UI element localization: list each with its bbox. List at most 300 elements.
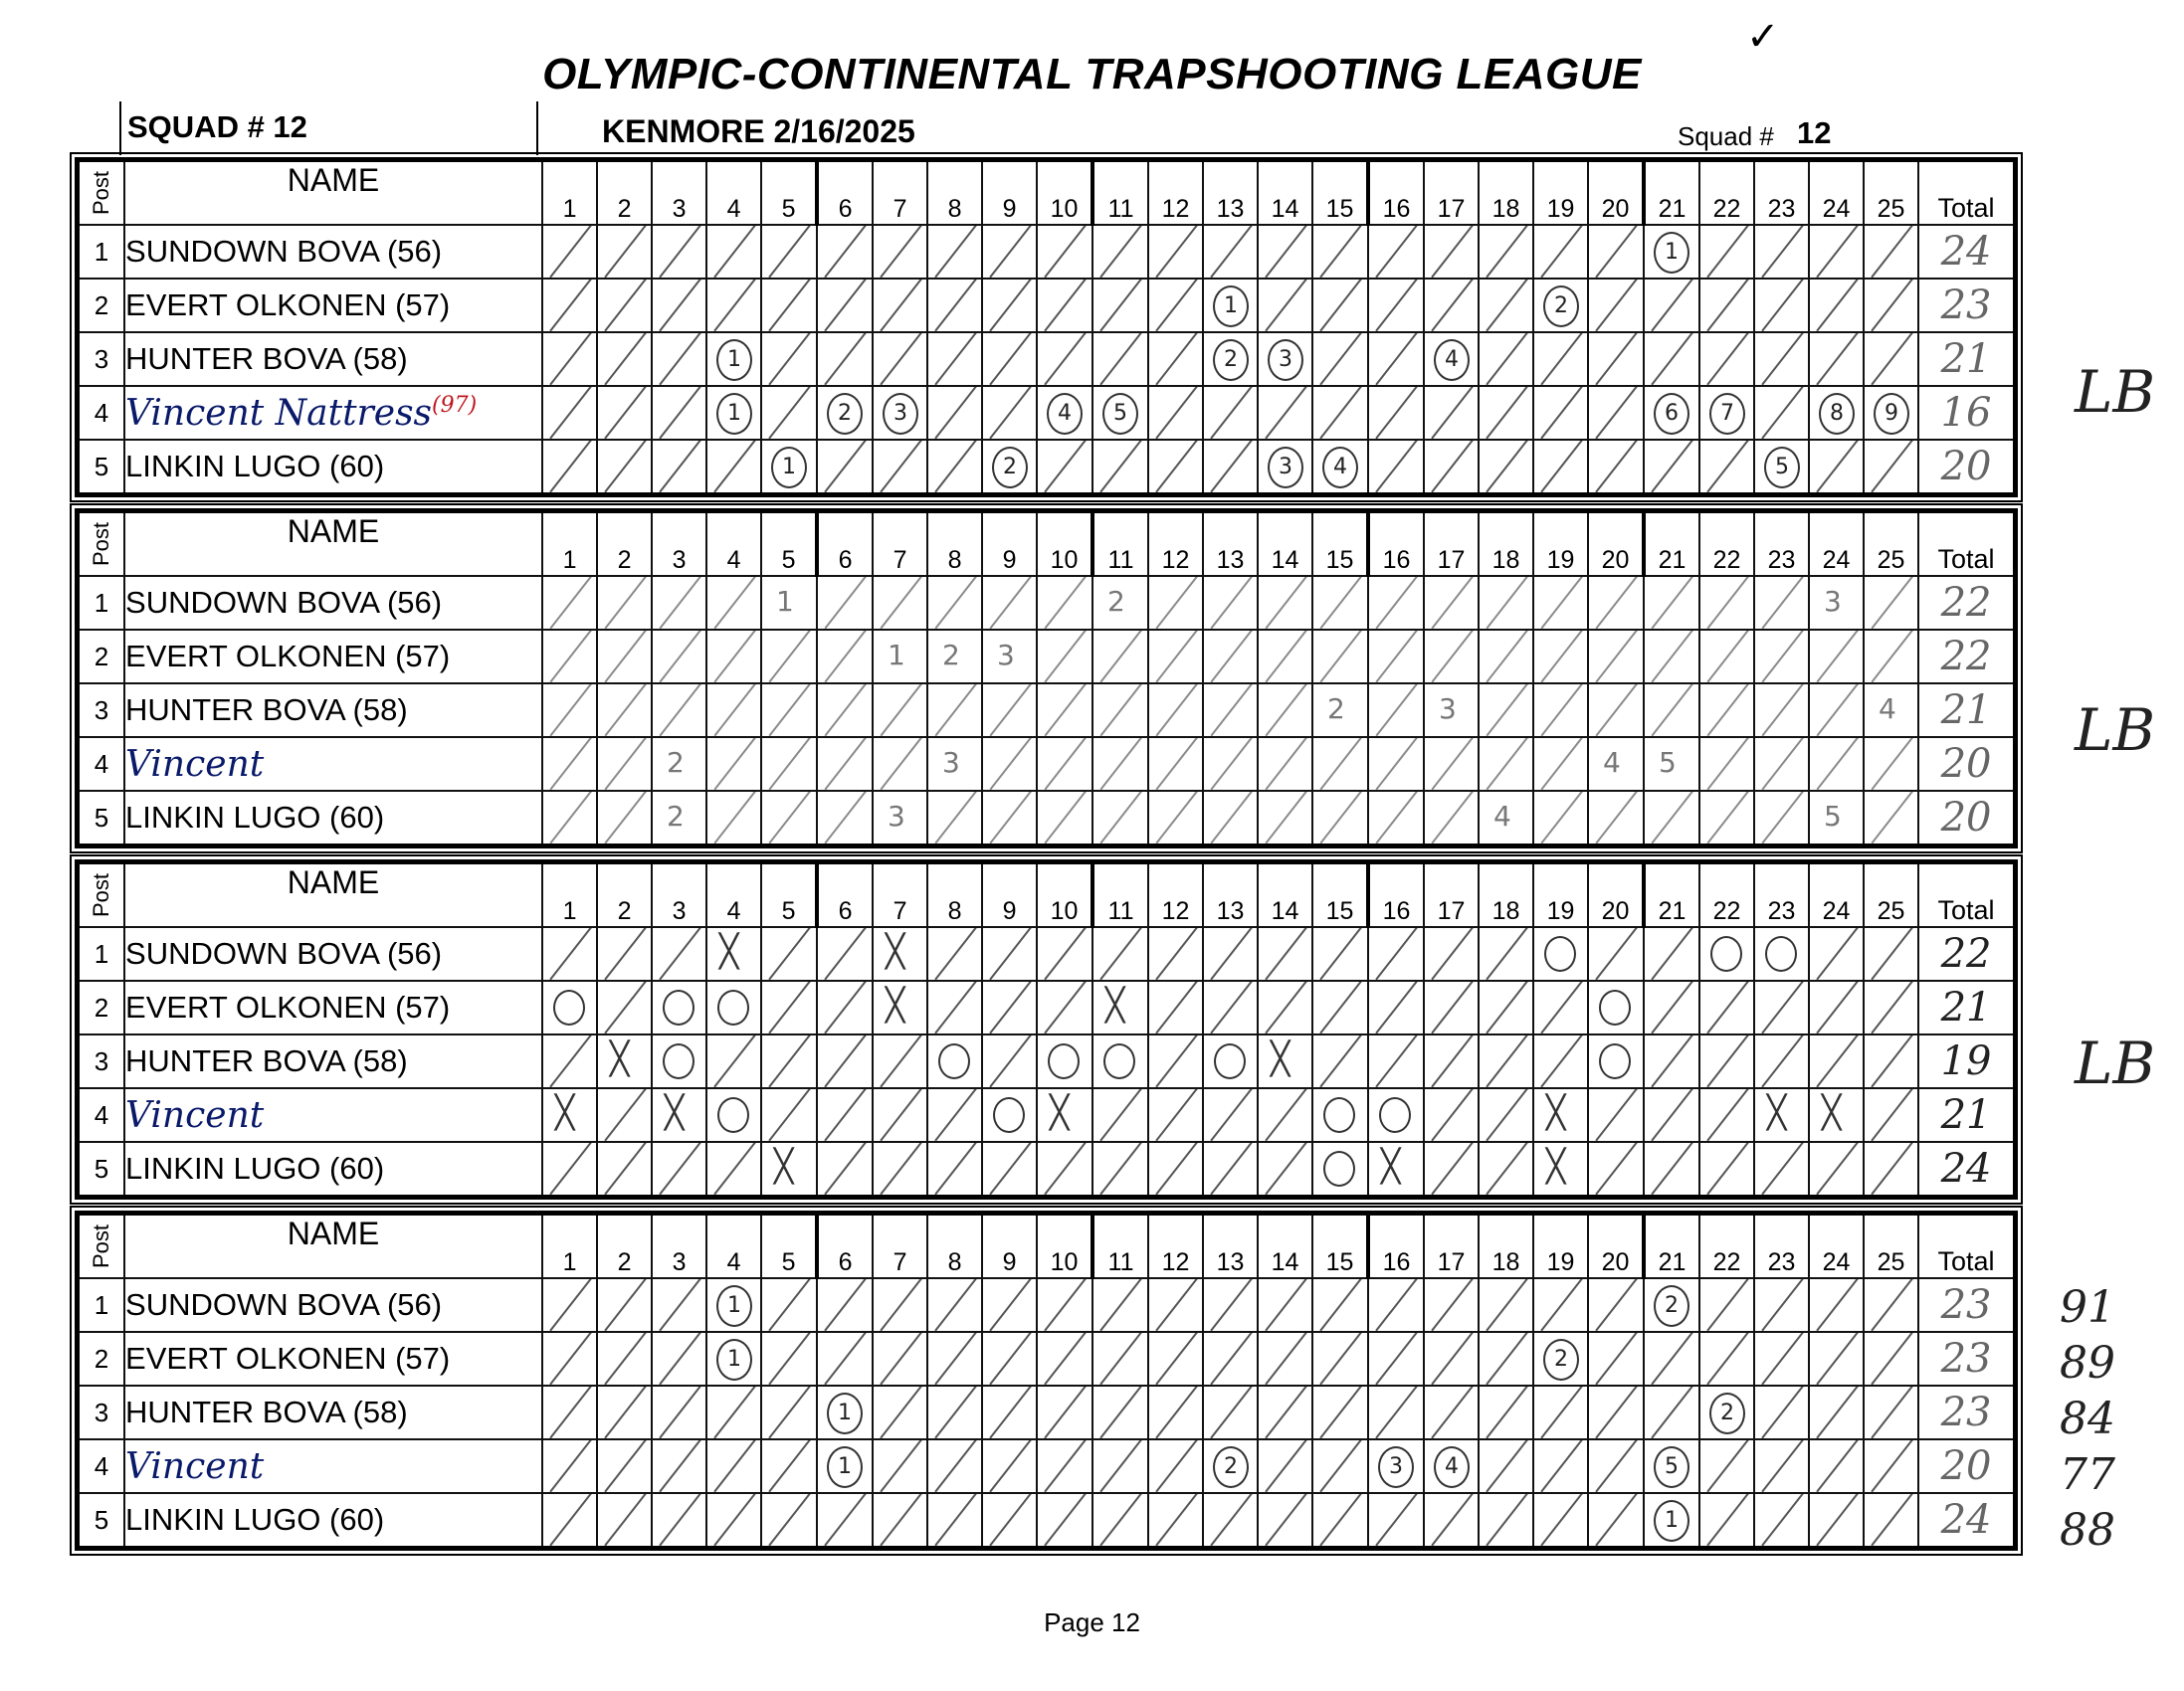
target-cell <box>1754 1386 1809 1439</box>
target-cell <box>1424 576 1479 630</box>
hit-slash <box>550 576 593 629</box>
zero-marker <box>553 990 585 1026</box>
column-header: 14 <box>1258 862 1312 928</box>
hit-slash <box>934 225 977 278</box>
shooter-name: HUNTER BOVA (58) <box>124 1386 542 1439</box>
hit-slash <box>1761 1439 1804 1492</box>
table-row <box>78 1088 2016 1142</box>
hit-slash <box>1099 1332 1142 1385</box>
target-cell <box>1809 1439 1864 1493</box>
hit-slash <box>768 1493 811 1546</box>
check-mark-icon: ✓ <box>1746 14 1780 60</box>
target-cell <box>873 1278 927 1332</box>
hit-slash <box>714 737 757 790</box>
target-cell <box>1258 440 1312 495</box>
hit-slash <box>881 737 923 790</box>
target-cell <box>1809 683 1864 737</box>
target-cell <box>1864 1386 1918 1439</box>
hit-slash <box>1432 576 1475 629</box>
target-cell <box>927 1493 982 1549</box>
target-cell <box>873 1386 927 1439</box>
target-cell <box>1037 440 1092 495</box>
hit-slash <box>824 1034 867 1087</box>
miss-count-mark: 3 <box>1824 585 1842 618</box>
column-header: 20 <box>1588 862 1644 928</box>
row-total: 20 <box>1918 737 2016 791</box>
hit-slash <box>1652 791 1694 844</box>
table-row <box>78 332 2016 386</box>
hit-slash <box>825 737 868 790</box>
target-cell <box>1037 279 1092 332</box>
target-cell <box>761 1439 817 1493</box>
shooter-name: HUNTER BOVA (58) <box>124 332 542 386</box>
hit-slash <box>1210 440 1253 492</box>
hit-slash <box>934 981 977 1033</box>
hit-slash <box>605 737 648 790</box>
hit-slash <box>1486 1493 1528 1546</box>
target-cell <box>1424 440 1479 495</box>
hit-slash <box>880 1332 922 1385</box>
target-cell <box>1754 1439 1809 1493</box>
target-cell <box>1479 981 1533 1034</box>
hit-slash <box>1375 927 1418 980</box>
target-cell <box>1699 1142 1754 1198</box>
target-cell <box>1754 332 1809 386</box>
target-cell <box>1699 1332 1754 1386</box>
hit-slash <box>1541 683 1584 736</box>
target-cell <box>1699 737 1754 791</box>
target-cell <box>1203 1386 1258 1439</box>
hit-slash <box>1375 1278 1418 1331</box>
hit-slash <box>1265 1278 1307 1331</box>
target-cell <box>597 440 652 495</box>
post-number: 3 <box>78 1386 125 1439</box>
hit-slash <box>604 332 647 385</box>
hit-slash <box>1155 927 1198 980</box>
hit-slash <box>1375 440 1418 492</box>
hit-slash <box>660 683 702 736</box>
column-header: 8 <box>927 511 982 577</box>
hit-slash <box>1871 332 1913 385</box>
hit-slash <box>1210 1088 1253 1141</box>
target-cell <box>652 981 706 1034</box>
hit-slash <box>1761 1386 1804 1438</box>
hit-slash <box>714 630 757 682</box>
target-cell <box>542 1332 597 1386</box>
hit-slash <box>1816 225 1859 278</box>
hit-slash <box>1210 1386 1253 1438</box>
miss-count-mark: 4 <box>1603 746 1621 779</box>
hit-slash <box>550 630 593 682</box>
hit-slash <box>714 791 757 844</box>
hit-slash <box>1320 737 1363 790</box>
target-cell <box>706 1386 761 1439</box>
hit-slash <box>880 1386 922 1438</box>
shooter-name: SUNDOWN BOVA (56) <box>124 576 542 630</box>
target-cell <box>597 1278 652 1332</box>
target-cell <box>1533 927 1588 981</box>
target-cell <box>817 1142 873 1198</box>
hit-slash <box>1266 791 1308 844</box>
hit-slash <box>1871 981 1913 1033</box>
hit-slash <box>1045 683 1088 736</box>
hit-slash <box>1431 440 1474 492</box>
target-cell <box>1312 737 1368 791</box>
column-header: 17 <box>1424 160 1479 226</box>
column-header: 4 <box>706 1214 761 1279</box>
hit-slash <box>1817 683 1860 736</box>
target-cell <box>1148 1386 1203 1439</box>
hit-slash <box>769 737 812 790</box>
target-cell <box>1312 791 1368 846</box>
miss-marker: 1 <box>827 1393 863 1434</box>
target-cell <box>1203 1493 1258 1549</box>
target-cell <box>1258 791 1312 846</box>
hit-slash <box>989 1439 1032 1492</box>
hit-slash <box>659 279 701 331</box>
target-cell <box>1809 1278 1864 1332</box>
hit-slash <box>604 279 647 331</box>
miss-marker: 2 <box>1213 339 1249 381</box>
target-cell <box>1424 630 1479 683</box>
column-header: 8 <box>927 160 982 226</box>
target-cell <box>1644 279 1699 332</box>
column-header: 8 <box>927 1214 982 1279</box>
hit-slash <box>713 440 756 492</box>
target-cell <box>1754 927 1809 981</box>
target-cell <box>652 576 706 630</box>
hit-slash <box>1375 981 1418 1033</box>
hit-slash <box>1375 1493 1418 1546</box>
hit-slash <box>1652 630 1694 682</box>
target-cell <box>1479 1493 1533 1549</box>
target-cell <box>1479 1034 1533 1088</box>
hit-slash <box>1155 1088 1198 1141</box>
miss-marker: 1 <box>1213 285 1249 327</box>
target-cell <box>1479 225 1533 279</box>
target-cell <box>1203 683 1258 737</box>
shooter-name: Vincent Nattress$^{(97)}$ <box>124 386 542 440</box>
target-cell <box>1644 981 1699 1034</box>
target-cell <box>1312 1439 1368 1493</box>
target-cell <box>542 1142 597 1198</box>
target-cell <box>927 1142 982 1198</box>
target-cell <box>1479 1088 1533 1142</box>
column-header: 2 <box>597 1214 652 1279</box>
target-cell <box>1699 1439 1754 1493</box>
hit-slash <box>549 1332 592 1385</box>
column-header: 18 <box>1479 862 1533 928</box>
target-cell <box>982 630 1037 683</box>
target-cell <box>1148 981 1203 1034</box>
hit-slash <box>880 1034 922 1087</box>
hit-slash <box>1211 737 1254 790</box>
target-cell <box>597 1493 652 1549</box>
column-header: 9 <box>982 1214 1037 1279</box>
target-cell <box>652 683 706 737</box>
target-cell <box>1037 1142 1092 1198</box>
hit-slash <box>1155 1332 1198 1385</box>
shooter-name: HUNTER BOVA (58) <box>124 683 542 737</box>
hit-slash <box>660 630 702 682</box>
post-number: 1 <box>78 576 125 630</box>
target-cell <box>817 332 873 386</box>
target-cell <box>542 225 597 279</box>
header-row <box>78 511 2016 577</box>
hit-slash <box>1595 279 1638 331</box>
target-cell <box>1533 737 1588 791</box>
target-cell <box>927 1439 982 1493</box>
hit-slash <box>1761 1142 1804 1195</box>
target-cell <box>1809 1386 1864 1439</box>
column-header: 21 <box>1644 1214 1699 1279</box>
target-cell <box>1644 440 1699 495</box>
post-number: 4 <box>78 1088 125 1142</box>
target-cell <box>1479 576 1533 630</box>
miss-count-mark: 3 <box>1439 692 1457 725</box>
hit-slash <box>604 1142 647 1195</box>
column-header: 18 <box>1479 1214 1533 1279</box>
column-header: 13 <box>1203 160 1258 226</box>
column-header: 3 <box>652 160 706 226</box>
hit-slash <box>1210 1278 1253 1331</box>
target-cell <box>1699 1034 1754 1088</box>
target-cell <box>1533 1386 1588 1439</box>
target-cell <box>1148 1493 1203 1549</box>
target-cell <box>1368 279 1424 332</box>
target-cell <box>706 440 761 495</box>
column-header: 14 <box>1258 1214 1312 1279</box>
target-cell <box>817 1386 873 1439</box>
hit-slash <box>1320 791 1363 844</box>
target-cell <box>1312 1386 1368 1439</box>
hit-slash <box>1706 1278 1749 1331</box>
target-cell <box>1092 1034 1148 1088</box>
hit-slash <box>659 332 701 385</box>
hit-slash <box>659 440 701 492</box>
hit-slash <box>1761 1493 1804 1546</box>
hit-slash <box>713 1142 756 1195</box>
target-cell <box>1809 1088 1864 1142</box>
hit-slash <box>934 279 977 331</box>
hit-slash <box>1100 791 1143 844</box>
header-divider <box>119 101 121 155</box>
target-cell <box>1809 1034 1864 1088</box>
hit-slash <box>713 1034 756 1087</box>
target-cell <box>706 279 761 332</box>
target-cell <box>1258 1142 1312 1198</box>
target-cell <box>1037 737 1092 791</box>
initials-note: LB <box>2075 1030 2156 1097</box>
hit-slash <box>660 576 702 629</box>
target-cell <box>982 440 1037 495</box>
hit-slash <box>934 1332 977 1385</box>
miss-marker: 1 <box>716 393 752 435</box>
hit-slash <box>1375 225 1418 278</box>
post-number: 2 <box>78 279 125 332</box>
shooter-name: LINKIN LUGO (60) <box>124 791 542 846</box>
target-cell <box>1092 791 1148 846</box>
hit-slash <box>1099 1493 1142 1546</box>
hit-slash <box>1540 332 1583 385</box>
hit-slash <box>824 225 867 278</box>
miss-marker: 3 <box>1268 447 1303 488</box>
target-cell <box>1864 981 1918 1034</box>
target-cell <box>927 981 982 1034</box>
hit-slash <box>825 791 868 844</box>
hit-slash <box>549 927 592 980</box>
target-cell <box>1588 1088 1644 1142</box>
column-header: 18 <box>1479 160 1533 226</box>
row-total: 21 <box>1918 981 2016 1034</box>
table-row <box>78 791 2016 846</box>
target-cell <box>1312 1088 1368 1142</box>
hit-slash <box>1486 1034 1528 1087</box>
target-cell <box>1699 576 1754 630</box>
target-cell <box>817 279 873 332</box>
target-cell <box>927 737 982 791</box>
target-cell <box>706 332 761 386</box>
hit-slash <box>1044 225 1087 278</box>
hit-slash <box>989 279 1032 331</box>
hit-slash <box>1099 332 1142 385</box>
row-total: 16 <box>1918 386 2016 440</box>
season-sum: 77 <box>2060 1449 2115 1500</box>
target-cell <box>1809 1493 1864 1549</box>
hit-slash <box>1651 440 1693 492</box>
hit-slash <box>1211 630 1254 682</box>
hit-slash <box>1155 1278 1198 1331</box>
hit-slash <box>1486 1439 1528 1492</box>
target-cell <box>1424 683 1479 737</box>
hit-slash <box>1871 440 1913 492</box>
hit-slash <box>1540 440 1583 492</box>
target-cell <box>706 386 761 440</box>
target-cell <box>982 1034 1037 1088</box>
header-row <box>78 160 2016 226</box>
hit-slash <box>1431 225 1474 278</box>
target-cell <box>1864 927 1918 981</box>
hit-slash <box>1596 576 1639 629</box>
hit-slash <box>1045 737 1088 790</box>
hit-slash <box>768 927 811 980</box>
target-cell <box>1864 279 1918 332</box>
column-header: 2 <box>597 511 652 577</box>
hit-slash <box>550 737 593 790</box>
table-row <box>78 1034 2016 1088</box>
target-cell <box>1258 279 1312 332</box>
post-header-label: Post <box>89 170 114 216</box>
hit-slash <box>1486 440 1528 492</box>
target-cell <box>1479 440 1533 495</box>
table-row <box>78 1142 2016 1198</box>
target-cell <box>1092 737 1148 791</box>
target-cell <box>1754 386 1809 440</box>
hit-slash <box>1099 1439 1142 1492</box>
total-header: Total <box>1918 511 2016 577</box>
table-row <box>78 737 2016 791</box>
miss-count-mark: 2 <box>667 746 685 779</box>
shooter-name: LINKIN LUGO (60) <box>124 1493 542 1549</box>
hit-slash <box>1595 1278 1638 1331</box>
hit-slash <box>824 1088 867 1141</box>
hit-slash <box>768 981 811 1033</box>
target-cell <box>652 927 706 981</box>
hit-slash <box>1045 630 1088 682</box>
target-cell <box>597 683 652 737</box>
hit-slash <box>989 1493 1032 1546</box>
column-header: 4 <box>706 160 761 226</box>
target-cell <box>1148 630 1203 683</box>
target-cell <box>1588 576 1644 630</box>
target-cell <box>1258 1034 1312 1088</box>
target-cell <box>542 1088 597 1142</box>
target-cell <box>1644 1493 1699 1549</box>
column-header: 3 <box>652 1214 706 1279</box>
column-header: 23 <box>1754 160 1809 226</box>
shooter-name: SUNDOWN BOVA (56) <box>124 1278 542 1332</box>
hit-slash <box>1595 927 1638 980</box>
miss-marker: 2 <box>992 447 1028 488</box>
hit-slash <box>1486 1142 1528 1195</box>
hit-slash <box>1211 791 1254 844</box>
miss-marker: 4 <box>1047 393 1083 435</box>
hit-slash <box>605 630 648 682</box>
target-cell <box>1368 1332 1424 1386</box>
hit-slash <box>824 981 867 1033</box>
target-cell <box>1533 440 1588 495</box>
target-cell <box>1809 440 1864 495</box>
hit-slash <box>989 1386 1032 1438</box>
target-cell <box>1588 440 1644 495</box>
hit-slash <box>1319 332 1362 385</box>
column-header: 13 <box>1203 511 1258 577</box>
target-cell <box>1258 1332 1312 1386</box>
target-cell <box>1588 683 1644 737</box>
target-cell <box>1699 1278 1754 1332</box>
target-cell <box>1037 332 1092 386</box>
hit-slash <box>1375 332 1418 385</box>
hit-slash <box>659 1332 701 1385</box>
post-number: 5 <box>78 791 125 846</box>
hit-slash <box>1540 1386 1583 1438</box>
target-cell <box>1864 1332 1918 1386</box>
target-cell <box>706 1088 761 1142</box>
hit-slash <box>1486 1332 1528 1385</box>
x-marker: ╳ <box>886 932 905 970</box>
target-cell <box>1479 386 1533 440</box>
hit-slash <box>659 927 701 980</box>
row-total: 24 <box>1918 1493 2016 1549</box>
hit-slash <box>604 1439 647 1492</box>
target-cell <box>1258 737 1312 791</box>
zero-marker <box>993 1097 1025 1133</box>
hit-slash <box>1816 1034 1859 1087</box>
post-number: 2 <box>78 1332 125 1386</box>
hit-slash <box>1045 576 1088 629</box>
target-cell <box>1864 225 1918 279</box>
hit-slash <box>1762 630 1805 682</box>
target-cell <box>1258 576 1312 630</box>
hit-slash <box>1761 279 1804 331</box>
hit-slash <box>934 1142 977 1195</box>
zero-marker <box>663 990 695 1026</box>
column-header: 22 <box>1699 160 1754 226</box>
post-number: 3 <box>78 683 125 737</box>
target-cell <box>597 630 652 683</box>
miss-marker: 1 <box>716 1285 752 1327</box>
target-cell <box>706 1493 761 1549</box>
